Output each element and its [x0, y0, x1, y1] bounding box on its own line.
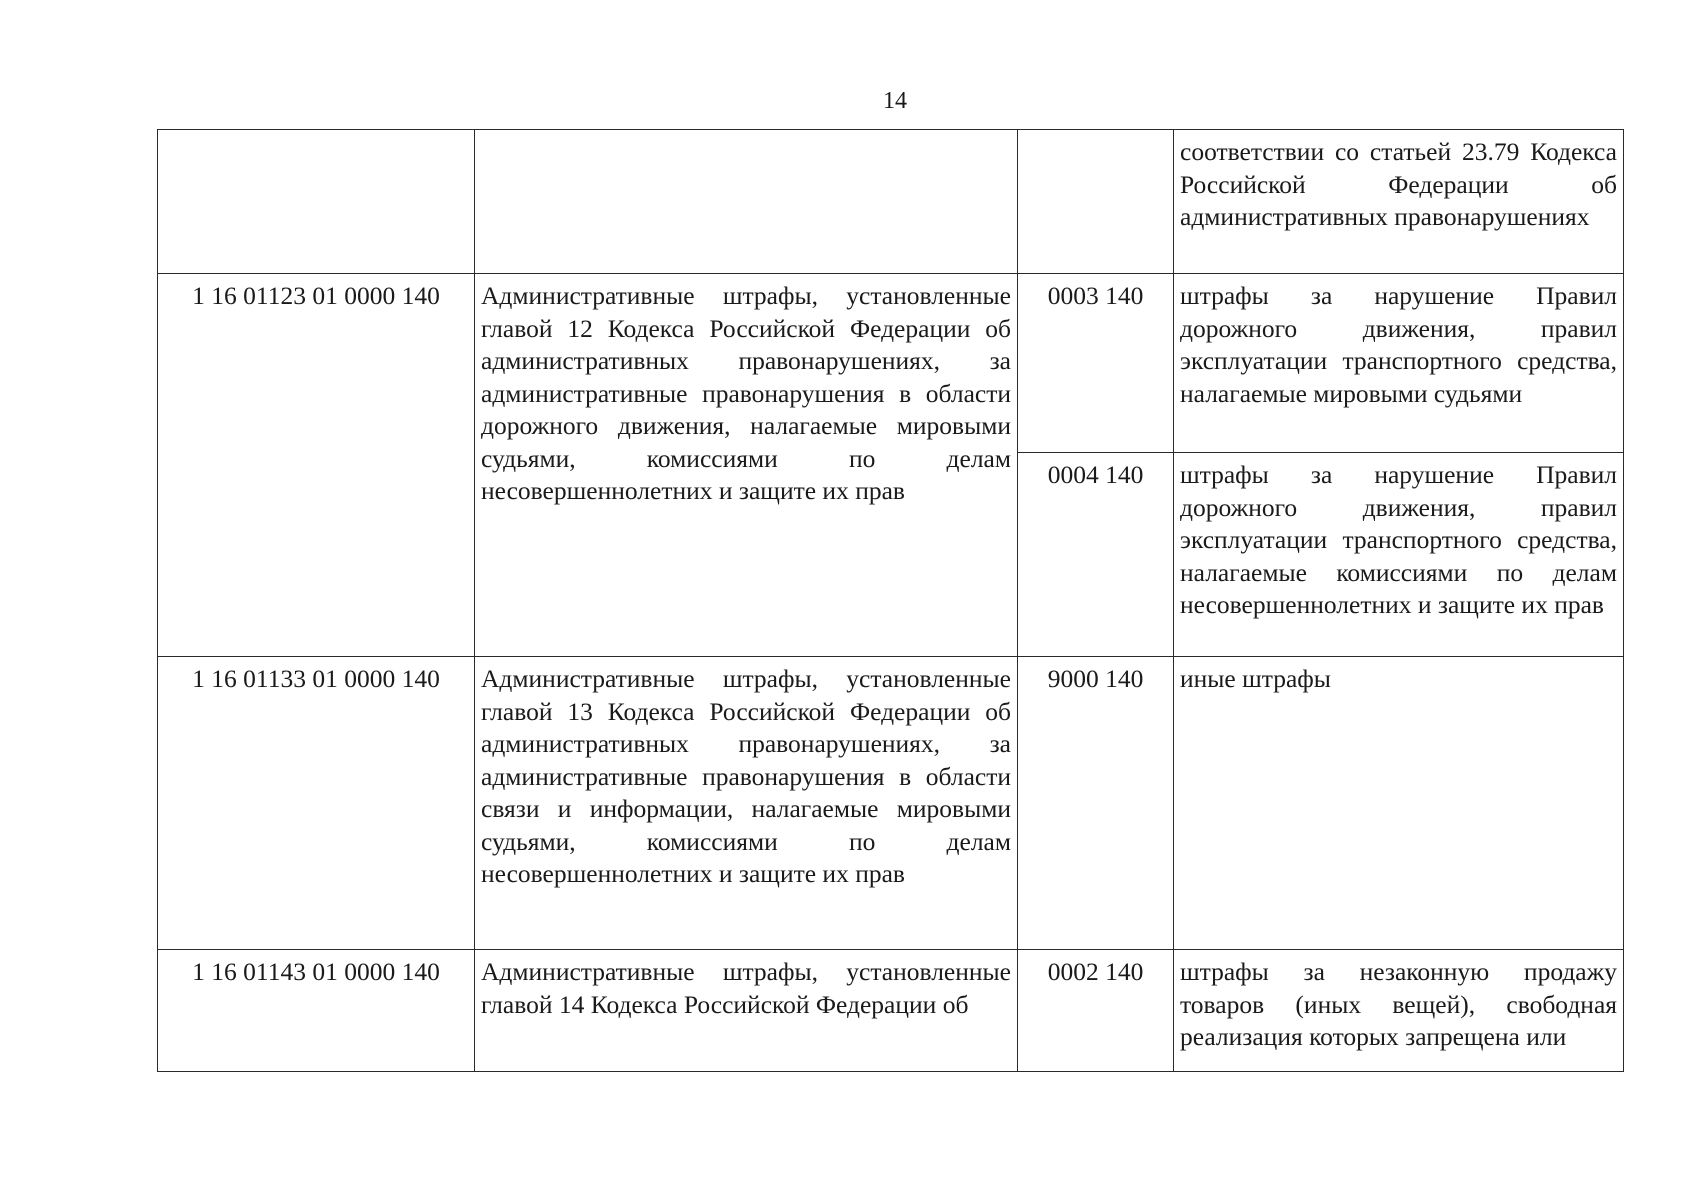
- detail-cell: иные штрафы: [1174, 657, 1624, 950]
- code-cell: [158, 130, 475, 274]
- subcode-cell: [1018, 130, 1174, 274]
- subcode-cell: 0002 140: [1018, 950, 1174, 1072]
- description-cell: Административные штрафы, установленные главой 12 Кодекса Российской Федерации об административных правонарушениях, за административные правонарушения в области дорожного движения, налагаемые мировыми судьями, комиссиями по делам несовершеннолетних и защите их прав: [475, 274, 1018, 657]
- description-cell: [475, 130, 1018, 274]
- table-row: [158, 130, 1624, 274]
- code-cell: 1 16 01143 01 0000 140: [158, 950, 475, 1072]
- code-cell: 1 16 01133 01 0000 140: [158, 657, 475, 950]
- page-number: 14: [883, 88, 907, 114]
- budget-codes-table: [157, 129, 1624, 1072]
- subcode-cell: 9000 140: [1018, 657, 1174, 950]
- description-cell: Административные штрафы, установленные главой 14 Кодекса Российской Федерации об: [475, 950, 1018, 1072]
- description-cell: Административные штрафы, установленные главой 13 Кодекса Российской Федерации об административных правонарушениях, за административные правонарушения в области связи и информации, налагаемые мировыми судьями, комиссиями по делам несовершеннолетних и защите их прав: [475, 657, 1018, 950]
- table-row: [158, 657, 1624, 950]
- subcode-cell: 0003 140: [1018, 274, 1174, 453]
- code-cell: 1 16 01123 01 0000 140: [158, 274, 475, 657]
- detail-cell: штрафы за нарушение Правил дорожного движения, правил эксплуатации транспортного средства, налагаемые мировыми судьями: [1174, 274, 1624, 453]
- detail-cell: штрафы за нарушение Правил дорожного движения, правил эксплуатации транспортного средства, налагаемые комиссиями по делам несовершеннолетних и защите их прав: [1174, 453, 1624, 657]
- table-row: [158, 274, 1624, 453]
- detail-cell: соответствии со статьей 23.79 Кодекса Российской Федерации об административных правонарушениях: [1174, 130, 1624, 274]
- detail-cell: штрафы за незаконную продажу товаров (иных вещей), свободная реализация которых запрещена или: [1174, 950, 1624, 1072]
- table-row: [158, 950, 1624, 1072]
- subcode-cell: 0004 140: [1018, 453, 1174, 657]
